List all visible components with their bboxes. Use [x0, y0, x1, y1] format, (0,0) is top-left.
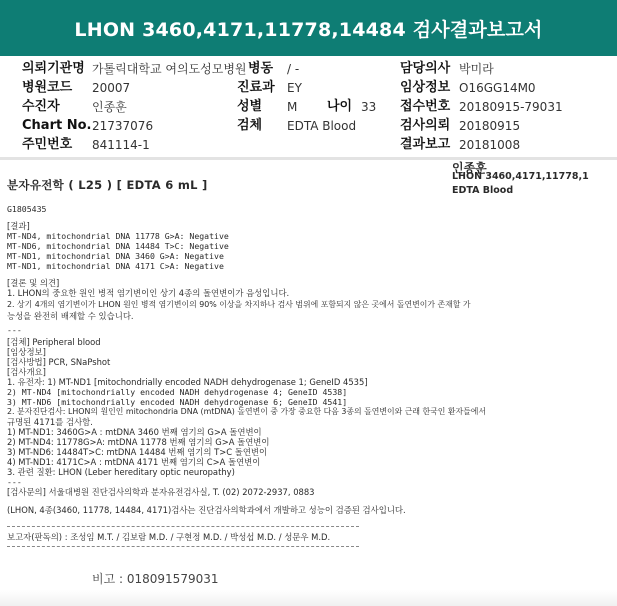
doc-line: 1. LHON의 중요한 원인 병적 염기변이인 상기 4종의 돌연변이가 음성입니다. — [7, 288, 290, 298]
remark-value: 018091579031 — [126, 572, 219, 586]
ward-value: / - — [287, 62, 300, 76]
doc-line: 규명된 4171를 검사함. — [7, 417, 93, 427]
clinical-info-label: 임상정보 — [400, 80, 451, 95]
dept-value: EY — [287, 81, 302, 95]
request-date-label: 검사의뢰 — [400, 118, 451, 133]
request-date-value: 20180915 — [459, 119, 521, 133]
patient-value: 인종훈 — [92, 100, 127, 114]
stamp-line-2: EDTA Blood — [452, 185, 514, 196]
doc-line: (LHON, 4종(3460, 11778, 14484, 4171)검사는 진단검사의학과에서 개발하고 성능이 검증된 검사입니다. — [7, 505, 406, 515]
chart-no-label: Chart No. — [22, 118, 92, 133]
clinical-info-value: O16GG14M0 — [459, 81, 536, 95]
doc-stamp — [452, 161, 589, 198]
hospital-code-label: 병원코드 — [22, 80, 73, 95]
sex-label: 성별 — [237, 99, 263, 114]
doc-line: [검사문의] 서울대병원 진단검사의학과 분자유전검사실, T. (02) 2072-2937, 0883 — [7, 487, 315, 497]
remark — [92, 570, 219, 587]
resident-id-label: 주민번호 — [22, 137, 73, 152]
receipt-label: 접수번호 — [400, 99, 451, 114]
doc-line: --- — [7, 477, 22, 487]
doc-line: 1. 유전자: 1) MT-ND1 [mitochondrially encoded NADH dehydrogenase 1; GeneID 4535] — [7, 377, 368, 387]
hospital-code-value: 20007 — [92, 81, 131, 95]
dept-label: 진료과 — [237, 80, 275, 95]
remark-label: 비고 : — [92, 572, 124, 586]
doc-line: 2) MT-ND4 [mitochondrially encoded NADH dehydrogenase 4; GeneID 4538] — [7, 387, 348, 397]
receipt-value: 20180915-79031 — [459, 100, 563, 114]
age-label: 나이 — [327, 99, 353, 114]
doc-line: 2. 분자진단검사: LHON의 원인인 mitochondria DNA (mtDNA) 돌연변이 중 가장 중요한 다음 3종의 돌연변이와 근래 한국인 환자들에서 — [7, 407, 486, 416]
institution-value: 가톨릭대학교 여의도성모병원 — [92, 62, 247, 76]
doc-line: 3. 관련 질환: LHON (Leber hereditary optic neuropathy) — [7, 467, 235, 477]
patient-label: 수진자 — [22, 99, 60, 114]
doc-code: G1805435 — [7, 204, 47, 214]
doc-line: [검사개요] — [7, 367, 46, 377]
doc-line: [검사방법] PCR, SNaPshot — [7, 357, 111, 367]
doc-line: 2) MT-ND4: 11778G>A: mtDNA 11778 번째 염기의 G>A 돌연변이 — [7, 437, 270, 447]
bottom-edge — [0, 590, 617, 606]
report-date-label: 결과보고 — [400, 137, 451, 152]
doc-header: 분자유전학 ( L25 ) [ EDTA 6 mL ] — [7, 178, 208, 192]
scanned-report-body — [0, 160, 617, 580]
specimen-value: EDTA Blood — [287, 119, 357, 133]
doc-line: [검체] Peripheral blood — [7, 337, 101, 347]
patient-info-panel — [0, 56, 617, 156]
doc-line: MT-ND1, mitochondrial DNA 3460 G>A: Negative — [7, 251, 224, 261]
doc-line: MT-ND4, mitochondrial DNA 11778 G>A: Negative — [7, 231, 229, 241]
doc-line: 3) MT-ND6 [mitochondrially encoded NADH dehydrogenase 6; GeneID 4541] — [7, 397, 348, 407]
doc-line: 보고자(판독의) : 조성임 M.T. / 김보람 M.D. / 구현정 M.D. / 박성섭 M.D. / 성문우 M.D. — [7, 532, 331, 542]
doc-line: MT-ND6, mitochondrial DNA 14484 T>C: Negative — [7, 241, 229, 251]
doc-line: 능성을 완전히 배제할 수 있습니다. — [7, 311, 134, 321]
doc-line: 4) MT-ND1: 4171C>A : mtDNA 4171 번째 염기의 C>A 돌연변이 — [7, 457, 261, 467]
doc-line: MT-ND1, mitochondrial DNA 4171 C>A: Negative — [7, 261, 224, 271]
resident-id-value: 841114-1 — [92, 138, 150, 152]
doc-line: 1) MT-ND1: 3460G>A : mtDNA 3460 번째 염기의 G>A 돌연변이 — [7, 427, 262, 437]
doc-line: [결과] — [7, 221, 30, 231]
signature-rule — [7, 526, 359, 527]
doctor-value: 박미라 — [459, 62, 494, 76]
signature-rule — [7, 546, 359, 547]
doc-line: [임상정보] — [7, 347, 46, 357]
report-title: LHON 3460,4171,11778,14484 검사결과보고서 — [74, 18, 543, 41]
stamp-partial-name: 인종훈 — [452, 161, 487, 175]
ward-label: 병동 — [248, 61, 274, 76]
doc-line: 2. 상기 4개의 염기변이가 LHON 원인 병적 염기변이의 90% 이상을 차지하나 검사 범위에 포함되지 않은 곳에서 돌연변이가 존재할 가 — [7, 300, 471, 309]
age-value: 33 — [361, 100, 377, 114]
report-date-value: 20181008 — [459, 138, 521, 152]
specimen-label: 검체 — [237, 118, 263, 133]
institution-label: 의뢰기관명 — [22, 61, 85, 76]
stamp-line-1: LHON 3460,4171,11778,1 — [452, 171, 589, 182]
doc-line: --- — [7, 325, 22, 335]
report-title-banner — [0, 0, 617, 56]
doc-line: [결론 및 의견] — [7, 278, 60, 288]
sex-value: M — [287, 100, 298, 114]
doc-line: 3) MT-ND6: 14484T>C: mtDNA 14484 번째 염기의 T>C 돌연변이 — [7, 447, 268, 457]
chart-no-value: 21737076 — [92, 119, 154, 133]
doctor-label: 담당의사 — [400, 61, 451, 76]
